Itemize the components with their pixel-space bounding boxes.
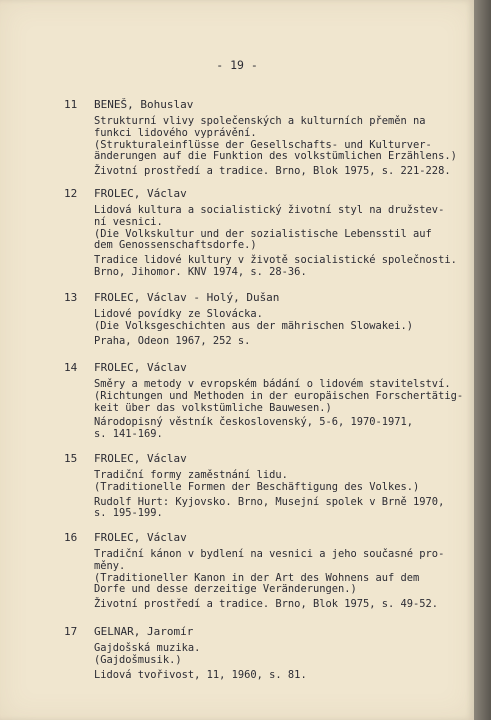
entry-source: Národopisný věstník československý, 5-6, 1970-1971, s. 141-169. xyxy=(94,416,414,441)
entry-number: 17 xyxy=(64,625,78,638)
entry-author: BENEŠ, Bohuslav xyxy=(94,98,194,111)
entry-title: Gajdošská muzika. (Gajdošmusik.) xyxy=(94,642,201,666)
entry-body xyxy=(94,470,464,523)
entry-source: Lidová tvořivost, 11, 1960, s. 81. xyxy=(94,668,307,681)
entry-number: 14 xyxy=(64,361,78,374)
entry-number: 11 xyxy=(64,98,78,111)
entry-body xyxy=(94,549,464,614)
entry-body xyxy=(94,309,464,350)
page-number: - 19 - xyxy=(216,58,258,72)
entry-number: 15 xyxy=(64,452,78,465)
entry-source: Praha, Odeon 1967, 252 s. xyxy=(94,334,251,347)
entry-source: Životní prostředí a tradice. Brno, Blok 1975, s. 49-52. xyxy=(94,598,439,611)
entry-number: 12 xyxy=(64,187,78,200)
entry-title: Lidová kultura a socialistický životní styl na družstev- ní vesnici. (Die Volkskultur und der sozialistische Lebensstil auf dem Genossenschaftsdorfe.) xyxy=(94,204,445,252)
entry-author: FROLEC, Václav - Holý, Dušan xyxy=(94,291,280,304)
entry-author: FROLEC, Václav xyxy=(94,452,187,465)
entry-number: 16 xyxy=(64,531,78,544)
entry-title: Tradiční kánon v bydlení na vesnici a jeho současné pro- měny. (Traditioneller Kanon in der Art des Wohnens auf dem Dorfe und desse derzeitige Veränderungen.) xyxy=(94,548,445,596)
entry-body xyxy=(94,205,464,282)
entry-author: FROLEC, Václav xyxy=(94,531,187,544)
entry-author: FROLEC, Václav xyxy=(94,187,187,200)
page-edge-shadow xyxy=(474,0,491,720)
entry-number: 13 xyxy=(64,291,78,304)
entry-title: Směry a metody v evropském bádání o lidovém stavitelství. (Richtungen und Methoden in der europäischen Forschertätig- keit über das volkstümliche Bauwesen.) xyxy=(94,378,464,414)
entry-body xyxy=(94,379,464,444)
entry-body xyxy=(94,116,464,181)
entry-source: Životní prostředí a tradice. Brno, Blok 1975, s. 221-228. xyxy=(94,165,451,178)
entry-title: Tradiční formy zaměstnání lidu. (Traditionelle Formen der Beschäftigung des Volkes.) xyxy=(94,469,420,493)
entry-title: Strukturní vlivy společenských a kulturních přeměn na funkci lidového vyprávění. (Strukturaleinflüsse der Gesellschafts- und Kulturver- änderungen auf die Funktion des volkstümlichen Erzählens.) xyxy=(94,115,457,163)
entry-source: Rudolf Hurt: Kyjovsko. Brno, Musejní spolek v Brně 1970, s. 195-199. xyxy=(94,495,445,520)
entry-body xyxy=(94,643,464,684)
entry-author: FROLEC, Václav xyxy=(94,361,187,374)
entry-title: Lidové povídky ze Slovácka. (Die Volksgeschichten aus der mährischen Slowakei.) xyxy=(94,308,414,332)
entry-source: Tradice lidové kultury v životě socialistické společnosti. Brno, Jihomor. KNV 1974, s. 28-36. xyxy=(94,254,457,278)
entry-author: GELNAR, Jaromír xyxy=(94,625,194,638)
